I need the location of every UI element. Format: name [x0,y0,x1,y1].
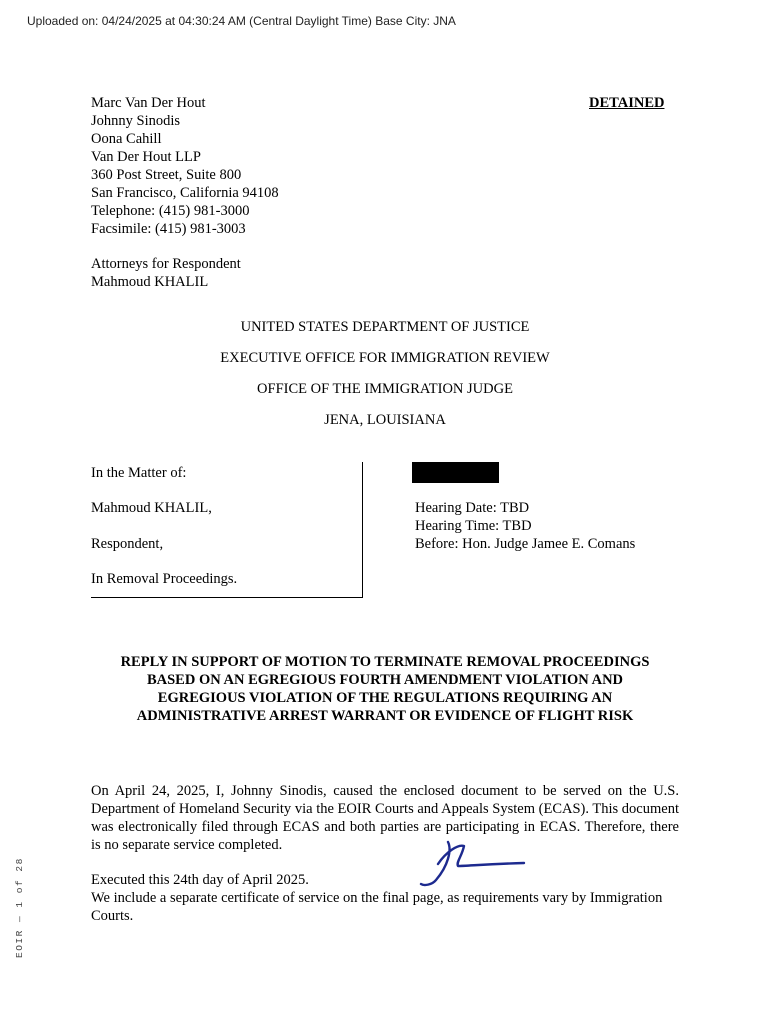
document-title [90,653,680,725]
document-title-line: EGREGIOUS VIOLATION OF THE REGULATIONS REQUIRING AN [157,690,613,706]
hearing-judge: Before: Hon. Judge Jamee E. Comans [415,536,636,552]
agency-location: JENA, LOUISIANA [324,412,446,428]
detained-label: DETAINED [589,95,665,111]
hearing-time: Hearing Time: TBD [415,518,532,534]
attorney-line: Marc Van Der Hout [91,95,206,111]
document-title-line: ADMINISTRATIVE ARREST WARRANT OR EVIDENCE OF FLIGHT RISK [136,708,634,724]
hearing-date: Hearing Date: TBD [415,500,530,516]
attorney-line: Oona Cahill [91,131,162,147]
agency-department: UNITED STATES DEPARTMENT OF JUSTICE [240,319,530,335]
attorney-line: San Francisco, California 94108 [91,185,279,201]
caption-respondent-label: Respondent, [91,536,164,552]
caption-proceedings: In Removal Proceedings. [91,571,238,587]
certificate-note: We include a separate certificate of service on the final page, as requirements vary by Immigration Courts. [91,890,663,924]
service-paragraph: On April 24, 2025, I, Johnny Sinodis, caused the enclosed document to be served on the U.S. Department of Homeland Security via the EOIR Courts and Appeals System (ECAS). This document was electronically filed through ECAS and both parties are participating in ECAS. Therefore, there is no separate service completed. [91,783,679,853]
redaction-box [412,462,499,483]
representation-block [91,255,241,291]
attorney-line: 360 Post Street, Suite 800 [91,167,242,183]
document-title-line: BASED ON AN EGREGIOUS FOURTH AMENDMENT VIOLATION AND [146,672,624,688]
attorney-line: Telephone: (415) 981-3000 [91,203,250,219]
attorney-line: Van Der Hout LLP [91,149,201,165]
representation-line: Attorneys for Respondent [91,256,241,272]
page-stamp: EOIR — 1 of 28 [14,857,25,958]
caption-matter: In the Matter of: [91,465,187,481]
representation-line: Mahmoud KHALIL [91,274,209,290]
signature-mark [418,836,528,888]
caption-respondent-name: Mahmoud KHALIL, [91,500,212,516]
hearing-info [415,499,635,553]
document-title-line: REPLY IN SUPPORT OF MOTION TO TERMINATE REMOVAL PROCEEDINGS [120,654,650,670]
attorney-block [91,94,279,238]
case-caption [91,462,363,598]
executed-line: Executed this 24th day of April 2025. [91,872,309,888]
attorney-line: Johnny Sinodis [91,113,181,129]
upload-header: Uploaded on: 04/24/2025 at 04:30:24 AM (Central Daylight Time) Base City: JNA [27,14,456,28]
attorney-line: Facsimile: (415) 981-3003 [91,221,246,237]
agency-office: EXECUTIVE OFFICE FOR IMMIGRATION REVIEW [220,350,550,366]
agency-court: OFFICE OF THE IMMIGRATION JUDGE [257,381,513,397]
